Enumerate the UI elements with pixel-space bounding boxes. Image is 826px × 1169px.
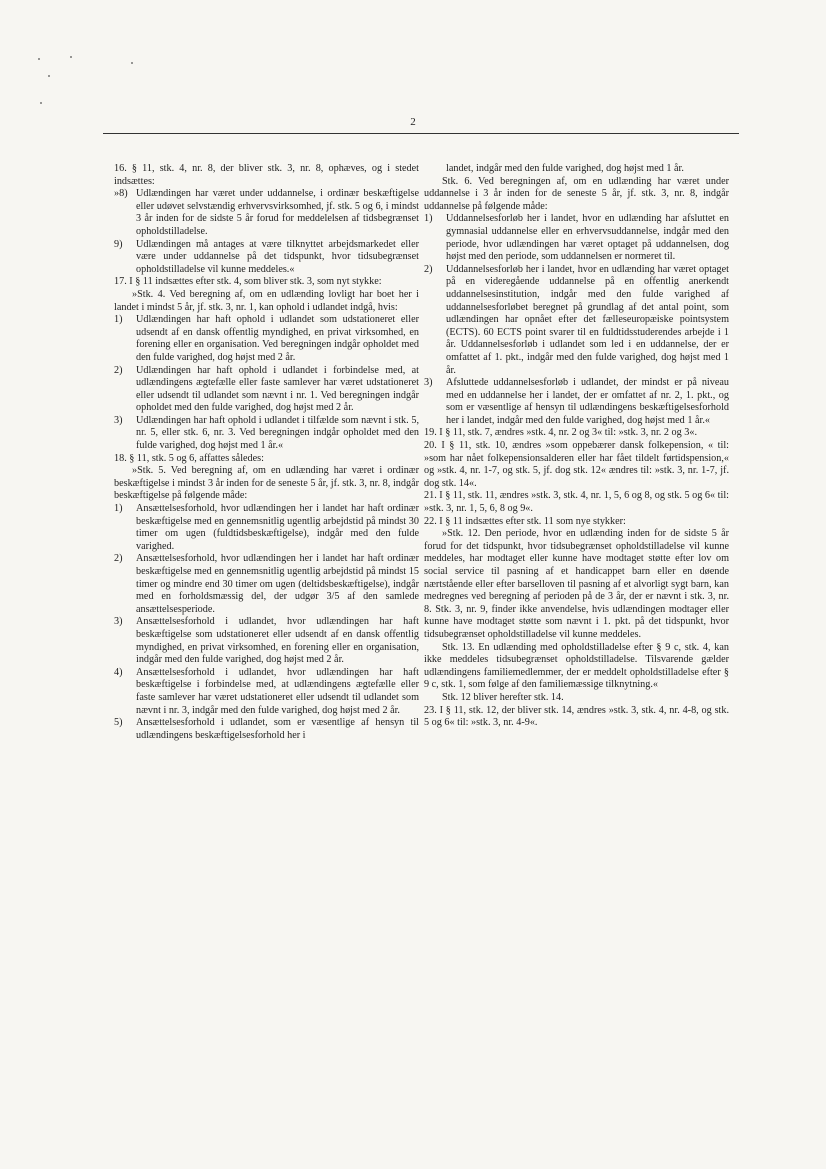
list-item [114,239,419,277]
list-item [114,188,419,238]
scan-speck-2 [70,56,72,58]
list-item [424,377,729,427]
paragraph: 20. I § 11, stk. 10, ændres »som oppebærer dansk folkepension, « til: »som har nået folkepensionsalderen eller har fået tildelt førtidspension,« og »stk. 4, nr. 1-7, og stk. 5, jf. dog stk. 12« ændres til: »stk. 3, nr. 1-7, jf. dog stk. 14«. [424,440,729,489]
list-item-number: 3) [114,414,123,426]
list-item [114,667,419,717]
list-item [114,365,419,415]
paragraph: »Stk. 5. Ved beregning af, om en udlænding har været i ordinær beskæftigelse i mindst 3 år inden for de seneste 5 år, jf. stk. 3, nr. 8, indgår beskæftigelse på følgende måde: [114,465,419,502]
paragraph: 21. I § 11, stk. 11, ændres »stk. 3, stk. 4, nr. 1, 5, 6 og 8, og stk. 5 og 6« til: »stk. 3, nr. 1, 5, 6, 8 og 9«. [424,490,729,515]
scan-speck-4 [40,102,42,104]
list-item-text: Udlændingen har haft ophold i udlandet i forbindelse med, at udlændingens ægtefælle eller faste samlever har været udstationeret eller udsendt til udlandet som nævnt i nr. 1. Ved beregningen indgår opholdet med den fulde varighed, dog højst med 2 år. [136,364,419,414]
list-item-text: Uddannelsesforløb her i landet, hvor en udlænding har afsluttet en gymnasial uddannelse eller en erhvervsuddannelse, indgår med den periode, hvor udlændingen har været optaget på uddannelsen, dog højst med den periode, som uddannelsen er normeret til. [446,213,729,263]
list-item-text: Udlændingen må antages at være tilknyttet arbejdsmarkedet eller være under uddannelse på det tidspunkt, hvor tidsubegrænset opholdstilladelse vil kunne meddeles.« [136,238,419,275]
list-item-number: 2) [424,263,433,275]
list-item-number: 2) [114,364,123,376]
list-item [114,415,419,453]
list-item [114,553,419,616]
paragraph: Stk. 12 bliver herefter stk. 14. [442,691,564,703]
list-item-text: Ansættelsesforhold i udlandet, hvor udlændingen har haft beskæftigelse i forbindelse med, at udlændingens ægtefælle eller faste samlever har været udstationeret eller udsendt til udlandet som nævnt i nr. 3, indgår med den fulde varighed, dog højst med 2 år. [136,666,419,716]
list-item [114,503,419,553]
paragraph: 18. § 11, stk. 5 og 6, affattes således: [114,452,264,464]
list-item-number: 1) [114,503,123,515]
list-item-number: 5) [114,717,123,729]
list-item-number: 9) [114,238,123,250]
paragraph: »Stk. 4. Ved beregning af, om en udlænding lovligt har boet her i landet i mindst 5 år, jf. stk. 3, nr. 1, kan ophold i udlandet indgå, hvis: [114,288,419,313]
list-item-number: 1) [114,314,123,326]
paragraph: 22. I § 11 indsættes efter stk. 11 som nye stykker: [424,515,626,527]
list-item-text: Uddannelsesforløb her i landet, hvor en udlænding har været optaget på en videregående uddannelse på en offentlig anerkendt uddannelsesinstitution, indgår med den fulde varighed af uddannelsesforløbet beregnet på grundlag af det antal point, som udlændingen har opnået efter det fælleseuropæiske pointsystem (ECTS). 60 ECTS point svarer til en fuldtidsstuderendes arbejde i 1 år. Uddannelsesforløb i udlandet som led i en uddannelse, der er omfattet af 1. pkt., indgår med den fulde varighed, dog højst med 1 år. [446,263,729,376]
list-item [424,213,729,263]
list-item-text: Udlændingen har haft ophold i udlandet som udstationeret eller udsendt af en dansk offentlig myndighed, en privat virksomhed, en forening eller en organisation. Ved beregningen indgår opholdet med den fulde varighed, dog højst med 2 år. [136,314,419,363]
list-item [114,616,419,666]
list-item-text: Afsluttede uddannelsesforløb i udlandet, der mindst er på niveau med en uddannelse her i landet, der er omfattet af nr. 2, 1. pkt., og som er væsentlige af hensyn til udlændingens beskæftigelsesforhold her i landet, indgår med den fulde varighed, dog højst med 1 år.« [446,377,729,426]
list-item-text: Ansættelsesforhold, hvor udlændingen her i landet har haft ordinær beskæftigelse med en gennemsnitlig ugentlig arbejdstid på mindst 15 timer og mindre end 30 timer om ugen (deltidsbeskæftigelse), indgår med en forholdsmæssig del, der udgør 3/5 af den samlede ansættelsesperiode. [136,553,419,615]
page-number: 2 [410,116,416,128]
paragraph: Stk. 6. Ved beregningen af, om en udlænding har været under uddannelse i 3 år inden for de seneste 5 år, jf. stk. 3, nr. 8, indgår uddannelse på følgende måde: [424,175,729,212]
list-item-text: Ansættelsesforhold i udlandet, hvor udlændingen har haft beskæftigelse som udstationeret eller udsendt af en dansk offentlig myndighed, en privat virksomhed, en forening eller en organisation, indgår med den fulde varighed, dog højst med 2 år. [136,616,419,666]
list-item-text: Udlændingen har haft ophold i udlandet i tilfælde som nævnt i stk. 5, nr. 5, eller stk. 6, nr. 3. Ved beregningen indgår opholdet med den fulde varighed, dog højst med 1 år.« [136,414,419,452]
list-item [114,314,419,364]
list-item [424,264,729,377]
right-column [424,163,729,730]
list-item-text: Udlændingen har været under uddannelse, i ordinær beskæftigelse eller udøvet selvstændig erhvervsvirksomhed, jf. stk. 5 og 6, i mindst 3 år inden for de sidste 5 år forud for meddelelsen af tidsbegrænset opholdstilladelse. [136,188,419,237]
list-item-number: 3) [424,377,433,389]
paragraph: 17. I § 11 indsættes efter stk. 4, som bliver stk. 3, som nyt stykke: [114,276,382,288]
header-rule [103,133,739,134]
paragraph: 19. I § 11, stk. 7, ændres »stk. 4, nr. 2 og 3« til: »stk. 3, nr. 2 og 3«. [424,427,697,439]
scan-speck-3 [48,75,50,77]
list-item-number: 2) [114,553,123,565]
list-item-number: 1) [424,213,433,225]
list-item-number: 4) [114,666,123,678]
list-item [114,717,419,742]
paragraph: landet, indgår med den fulde varighed, dog højst med 1 år. [446,163,684,174]
list-item-number: »8) [114,188,128,200]
paragraph: Stk. 13. En udlænding med opholdstilladelse efter § 9 c, stk. 4, kan ikke meddeles tidsubegrænset opholdstilladelse. Tilsvarende gælder udlændingens familiemedlemmer, der er meddelt opholdstilladelse efter § 9 c, stk. 1, som følge af den familiemæssige tilknytning.« [424,641,729,691]
list-item-text: Ansættelsesforhold i udlandet, som er væsentlige af hensyn til udlændingens beskæftigelsesforhold her i [136,717,419,741]
paragraph: 16. § 11, stk. 4, nr. 8, der bliver stk. 3, nr. 8, ophæves, og i stedet indsættes: [114,163,419,187]
scan-speck-5 [131,62,133,64]
paragraph: »Stk. 12. Den periode, hvor en udlænding inden for de sidste 5 år forud for det tidspunkt, hvor tidsubegrænset opholdstilladelse vil kunne meddeles, har modtaget eller kunne have modtaget støtte efter lov om social service til pasning af et handicappet barn eller en døende nærtstående eller efter barselloven til pasning af et alvorligt sygt barn, kan medregnes ved beregning af perioden på de 3 år, der er nævnt i stk. 3, nr. 8. Stk. 3, nr. 9, finder ikke anvendelse, hvis udlændingen modtager eller kunne have modtaget støtte som nævnt i 1. pkt. på det tidspunkt, hvor tidsubegrænset opholdstilladelse vil kunne meddeles. [424,528,729,640]
paragraph: 23. I § 11, stk. 12, der bliver stk. 14, ændres »stk. 3, stk. 4, nr. 4-8, og stk. 5 og 6« til: »stk. 3, nr. 4-9«. [424,704,729,729]
left-column [114,163,419,742]
list-item-number: 3) [114,616,123,628]
scan-speck-1 [38,58,40,60]
list-item-text: Ansættelsesforhold, hvor udlændingen her i landet har haft ordinær beskæftigelse med en gennemsnitlig ugentlig arbejdstid på mindst 30 timer om ugen (fuldtidsbeskæftigelse), indgår med den fulde varighed. [136,503,419,552]
